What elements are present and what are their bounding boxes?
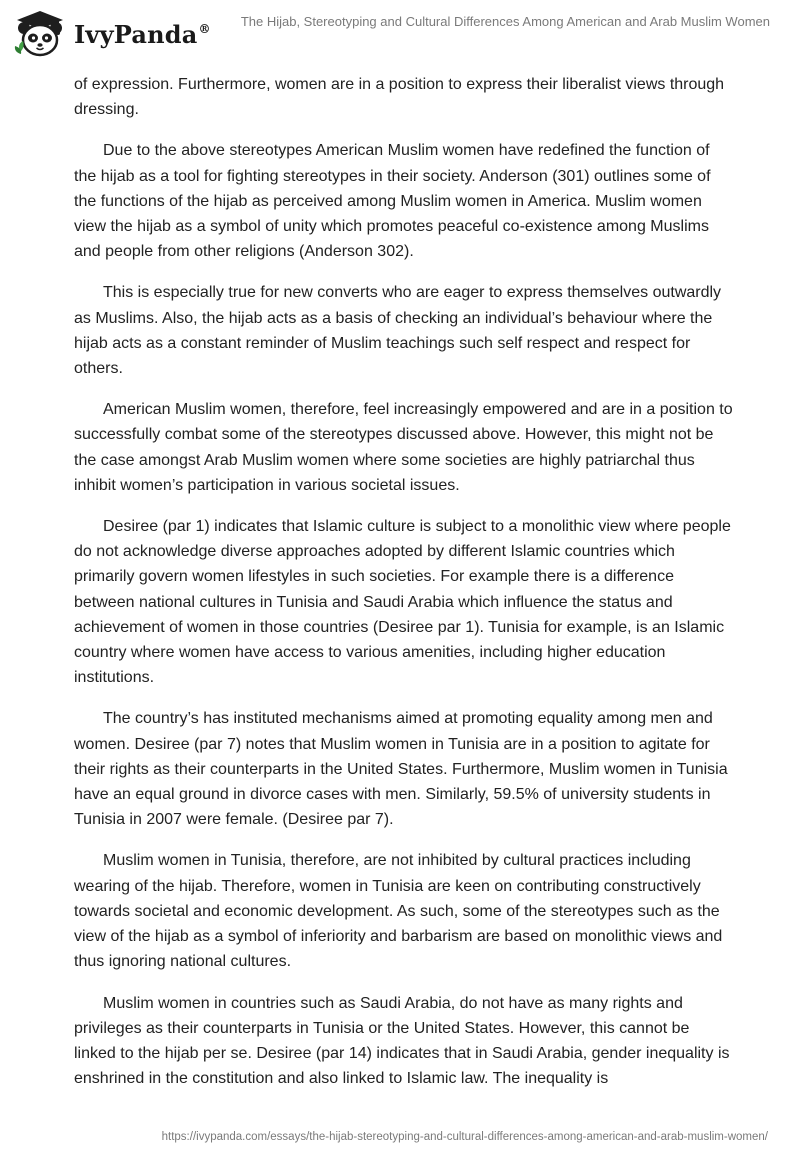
paragraph: The country’s has instituted mechanisms aimed at promoting equality among men and women. Desiree (par 7) notes that Muslim women in Tunisia are in a position to agitate for their rights as their counterparts in the United States. Furthermore, Muslim women in Tunisia have an equal ground in divorce cases with men. Similarly, 59.5% of university students in Tunisia in 2007 were female. (Desiree par 7). (74, 710, 728, 829)
panda-graduate-icon (14, 8, 66, 60)
brand-name: IvyPanda® (74, 19, 211, 49)
ivypanda-logo[interactable] (14, 8, 211, 60)
paragraph: Due to the above stereotypes American Muslim women have redefined the function of the hijab as a tool for fighting stereotypes in their society. Anderson (301) outlines some of the functions of the hijab as perceived among Muslim women in America. Muslim women view the hijab as a symbol of unity which promotes peaceful co-existence among Muslims and people from other religions (Anderson 302). (74, 142, 711, 261)
page-header (0, 0, 800, 70)
source-url[interactable]: https://ivypanda.com/essays/the-hijab-stereotyping-and-cultural-differences-among-american-and-arab-muslim-women/ (161, 1131, 768, 1143)
document-title: The Hijab, Stereotyping and Cultural Differences Among American and Arab Muslim Women (240, 14, 770, 29)
paragraph: American Muslim women, therefore, feel increasingly empowered and are in a position to successfully combat some of the stereotypes discussed above. However, this might not be the case amongst Arab Muslim women where some societies are highly patriarchal thus inhibit women’s participation in various societal issues. (74, 401, 733, 494)
paragraph: This is especially true for new converts who are eager to express themselves outwardly as Muslims. Also, the hijab acts as a basis of checking an individual’s behaviour where the hijab acts as a constant reminder of Muslim teachings such self respect and respect for others. (74, 284, 722, 378)
paragraph: Desiree (par 1) indicates that Islamic culture is subject to a monolithic view where people do not acknowledge diverse approaches adopted by different Islamic countries which primarily govern women lifestyles in such societies. For example there is a difference between national cultures in Tunisia and Saudi Arabia which influence the status and achievement of women in those countries (Desiree par 1). Tunisia for example, is an Islamic country where women have access to various amenities, including higher education institutions. (74, 518, 731, 687)
paragraph: of expression. Furthermore, women are in a position to express their liberalist views through dressing. (74, 76, 725, 119)
paragraph: Muslim women in countries such as Saudi Arabia, do not have as many rights and privileges as their counterparts in Tunisia or the United States. However, this cannot be linked to the hijab per se. Desiree (par 14) indicates that in Saudi Arabia, gender inequality is enshrined in the constitution and also linked to Islamic law. The inequality is (74, 994, 730, 1088)
essay-body (74, 72, 734, 1107)
paragraph: Muslim women in Tunisia, therefore, are not inhibited by cultural practices including wearing of the hijab. Therefore, women in Tunisia are keen on contributing constructively towards societal and economic development. As such, some of the stereotypes such as the view of the hijab as a symbol of inferiority and barbarism are based on monolithic views and thus ignoring national cultures. (74, 852, 723, 971)
